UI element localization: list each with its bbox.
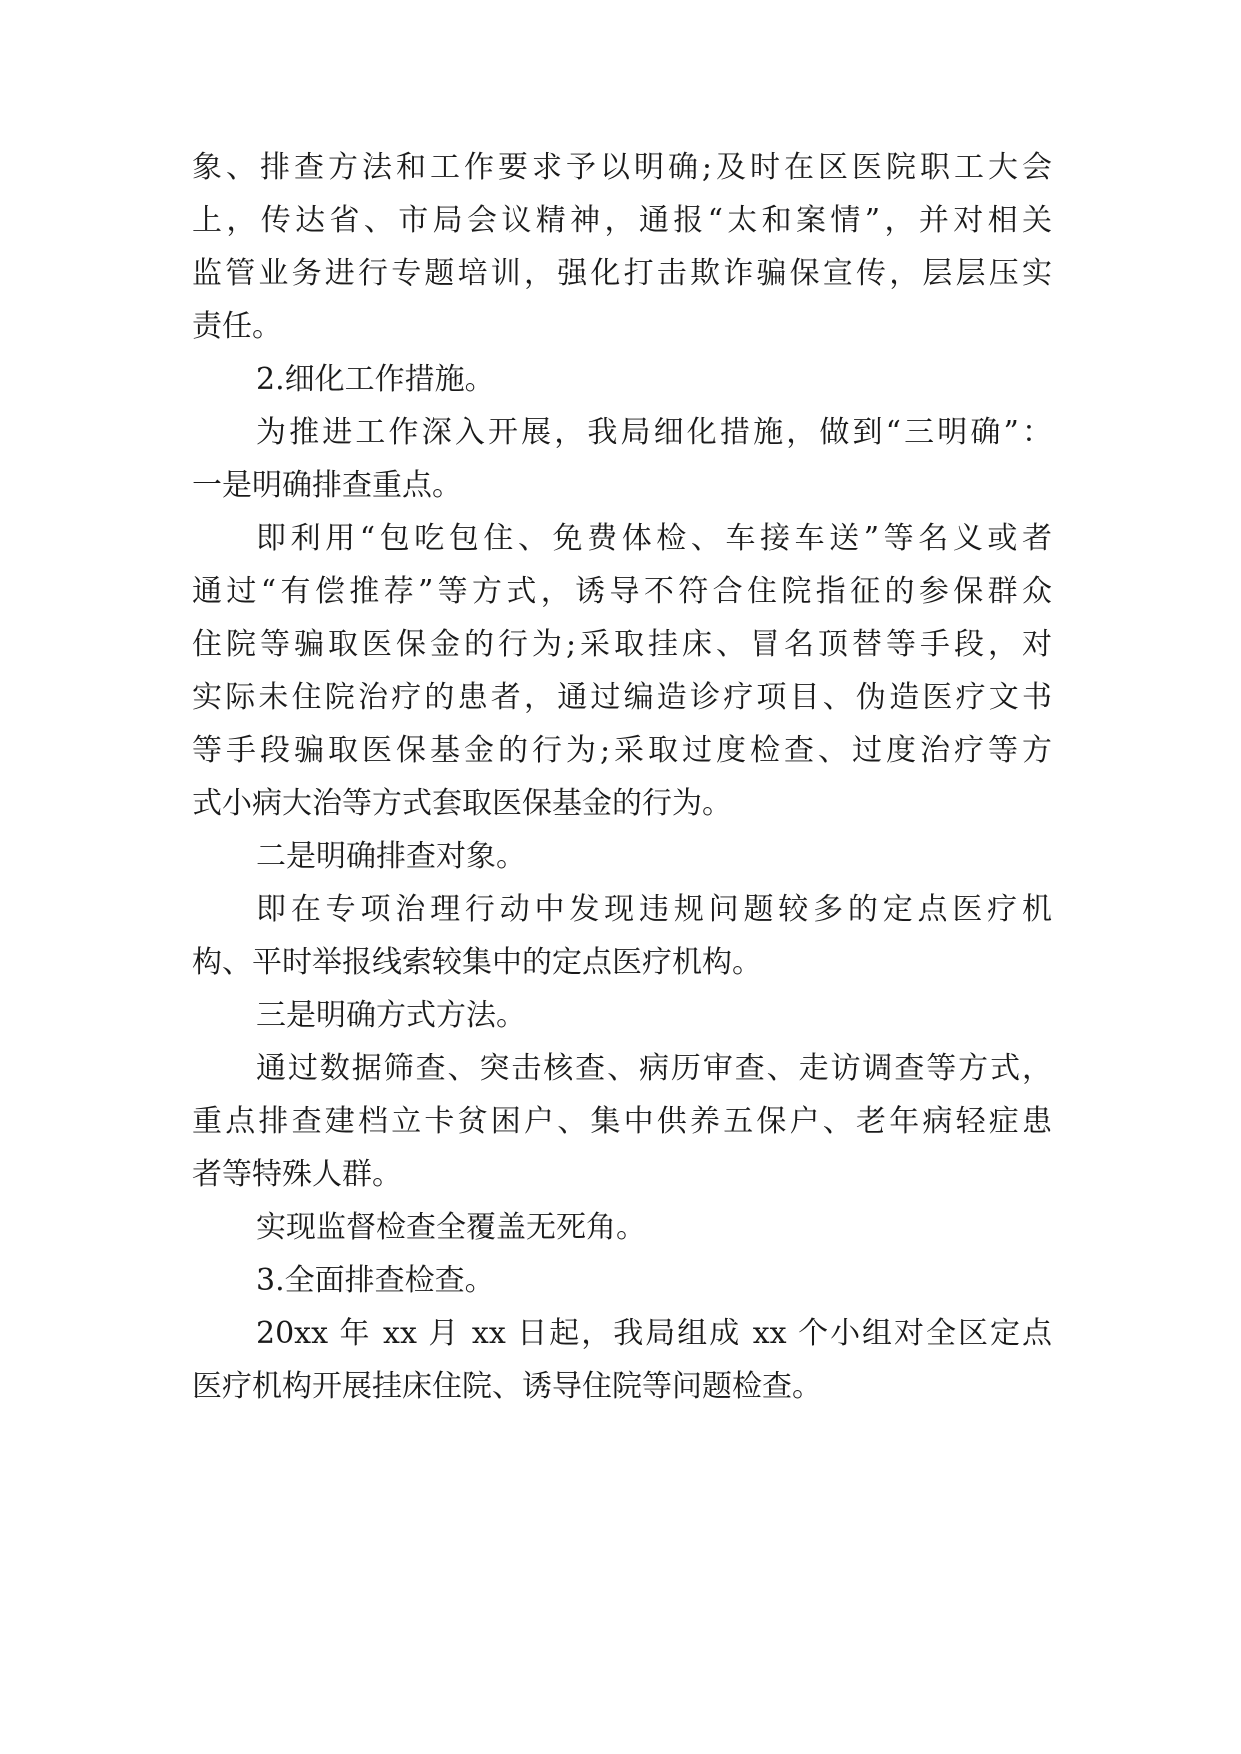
text-line: 20xx 年 xx 月 xx 日起，我局组成 xx 个小组对全区定点 — [256, 1316, 1052, 1351]
text-line: 等手段骗取医保基金的行为;采取过度检查、过度治疗等方 — [192, 733, 1052, 768]
text-line: 住院等骗取医保金的行为;采取挂床、冒名顶替等手段，对 — [192, 627, 1052, 662]
text-line: 即在专项治理行动中发现违规问题较多的定点医疗机 — [256, 892, 1052, 927]
text-line: 通过数据筛查、突击核查、病历审查、走访调查等方式， — [256, 1051, 1052, 1086]
text-line: 重点排查建档立卡贫困户、集中供养五保户、老年病轻症患 — [192, 1104, 1052, 1139]
text-line: 监管业务进行专题培训，强化打击欺诈骗保宣传，层层压实 — [192, 256, 1052, 291]
text-line: 医疗机构开展挂床住院、诱导住院等问题检查。 — [192, 1369, 822, 1404]
section-heading: 2.细化工作措施。 — [256, 362, 495, 397]
text-line: 一是明确排查重点。 — [192, 468, 462, 503]
text-line: 构、平时举报线索较集中的定点医疗机构。 — [192, 945, 762, 980]
text-line: 上，传达省、市局会议精神，通报“太和案情”，并对相关 — [192, 203, 1052, 238]
text-line: 者等特殊人群。 — [192, 1157, 402, 1192]
text-line: 实现监督检查全覆盖无死角。 — [256, 1210, 646, 1245]
text-line: 通过“有偿推荐”等方式，诱导不符合住院指征的参保群众 — [192, 574, 1052, 609]
text-line: 为推进工作深入开展，我局细化措施，做到“三明确”： — [256, 415, 1052, 450]
text-line: 象、排查方法和工作要求予以明确;及时在区医院职工大会 — [192, 150, 1052, 185]
text-line: 即利用“包吃包住、免费体检、车接车送”等名义或者 — [256, 521, 1052, 556]
section-heading: 3.全面排查检查。 — [256, 1263, 495, 1298]
text-line: 三是明确方式方法。 — [256, 998, 526, 1033]
text-line: 实际未住院治疗的患者，通过编造诊疗项目、伪造医疗文书 — [192, 680, 1052, 715]
text-line: 责任。 — [192, 309, 282, 344]
text-line: 式小病大治等方式套取医保基金的行为。 — [192, 786, 732, 821]
text-line: 二是明确排查对象。 — [256, 839, 526, 874]
